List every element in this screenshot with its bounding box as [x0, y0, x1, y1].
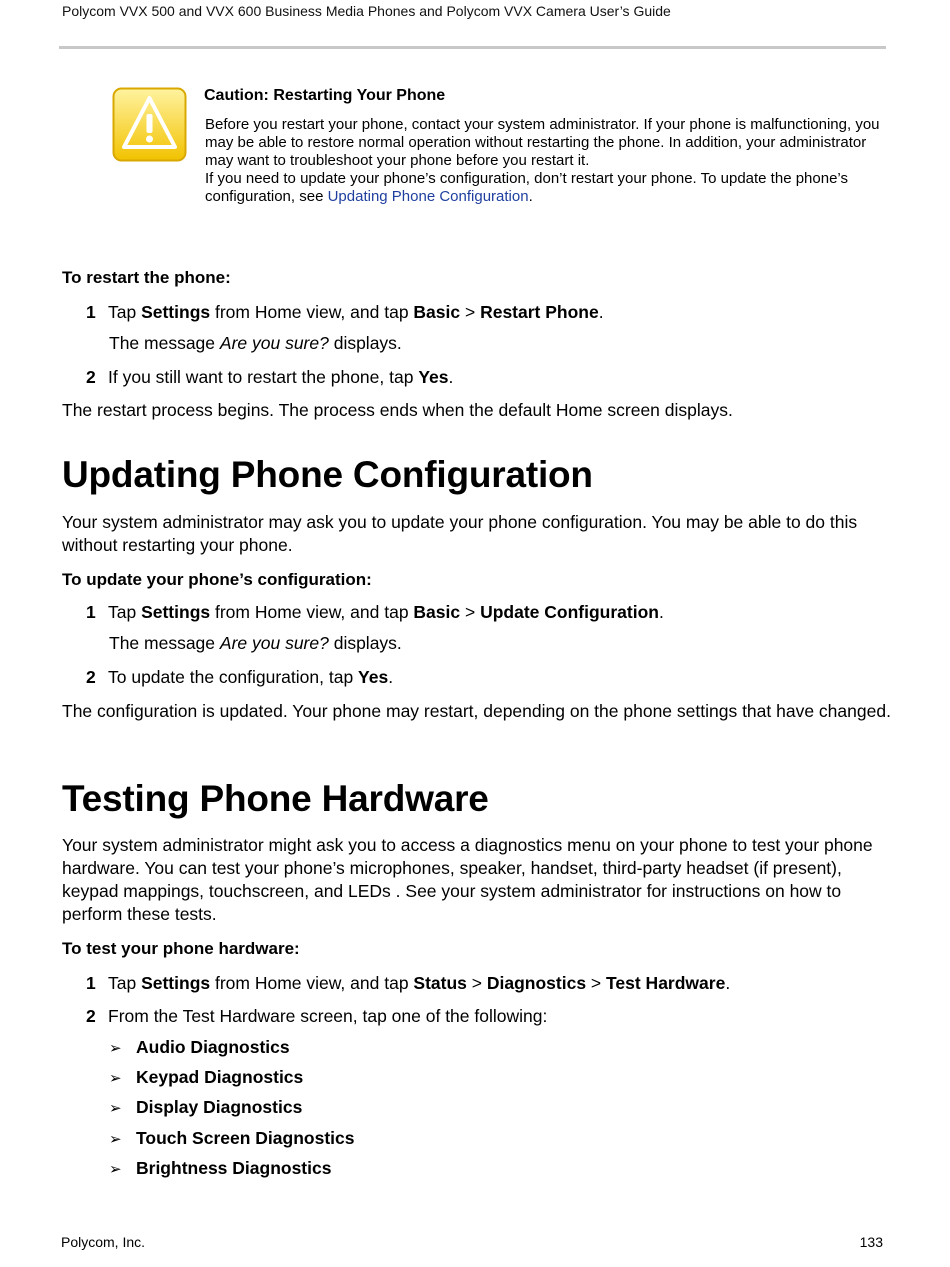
diagnostics-option: ➢ Audio Diagnostics: [109, 1037, 290, 1057]
result-paragraph: The restart process begins. The process ends when the default Home screen displays.: [62, 400, 733, 420]
ui-term: Basic: [413, 602, 461, 622]
intro-paragraph: Your system administrator might ask you to access a diagnostics menu on your phone to test your phone hardware. You can test your phone’s microphones, speaker, handset, third-party headset (if present), keypad mappings, touchscreen, and LEDs . See your system administrator for instructions on how to perform these tests.: [62, 835, 873, 924]
ui-term: Basic: [413, 302, 461, 322]
arrow-bullet-icon: ➢: [109, 1100, 122, 1117]
procedure-step: 1 Tap Settings from Home view, and tap Basic > Restart Phone.: [86, 302, 604, 322]
ui-term: Status: [413, 973, 467, 993]
arrow-bullet-icon: ➢: [109, 1070, 122, 1087]
step-number: 2: [86, 1006, 96, 1026]
section-title: Testing Phone Hardware: [62, 778, 489, 819]
procedure-step: 1 Tap Settings from Home view, and tap Status > Diagnostics > Test Hardware.: [86, 973, 731, 993]
ui-term: Restart Phone: [480, 302, 599, 322]
diagnostics-option: ➢ Brightness Diagnostics: [109, 1158, 332, 1178]
footer-company: Polycom, Inc.: [61, 1234, 146, 1250]
caution-paragraph: If you need to update your phone’s configuration, don’t restart your phone. To update the phone’s configuration, see Updating Phone Configuration.: [205, 170, 848, 205]
step-note: The message Are you sure? displays.: [109, 333, 402, 353]
caution-paragraph: Before you restart your phone, contact your system administrator. If your phone is malfunctioning, you may be able to restore normal operation without restarting the phone. In addition, your administrator may want to troubleshoot your phone before you restart it.: [205, 116, 880, 169]
diagnostics-option: ➢ Display Diagnostics: [109, 1097, 303, 1117]
page-number: 133: [859, 1234, 883, 1250]
procedure-step: 2 From the Test Hardware screen, tap one of the following:: [86, 1006, 548, 1026]
caution-title: Caution: Restarting Your Phone: [204, 87, 446, 104]
ui-term: Settings: [141, 302, 211, 322]
updating-config-link[interactable]: Updating Phone Configuration: [327, 188, 529, 205]
caution-warning-icon: [112, 87, 187, 162]
section-title: Updating Phone Configuration: [62, 454, 593, 495]
procedure-heading: To test your phone hardware:: [62, 939, 300, 958]
running-header: Polycom VVX 500 and VVX 600 Business Media Phones and Polycom VVX Camera User’s Guide: [62, 3, 671, 19]
ui-term: Settings: [141, 973, 211, 993]
arrow-bullet-icon: ➢: [109, 1040, 122, 1057]
diagnostics-option: ➢ Keypad Diagnostics: [109, 1067, 304, 1087]
procedure-step: 2 To update the configuration, tap Yes.: [86, 667, 394, 687]
ui-term: Yes: [418, 367, 449, 387]
step-number: 2: [86, 367, 96, 387]
ui-term: Update Configuration: [480, 602, 659, 622]
intro-paragraph: Your system administrator may ask you to update your phone configuration. You may be able to do this without restarting your phone.: [62, 512, 858, 555]
step-number: 1: [86, 302, 96, 322]
header-divider: [59, 46, 886, 49]
result-paragraph: The configuration is updated. Your phone may restart, depending on the phone settings that have changed.: [62, 701, 891, 721]
arrow-bullet-icon: ➢: [109, 1131, 122, 1148]
arrow-bullet-icon: ➢: [109, 1161, 122, 1178]
step-note: The message Are you sure? displays.: [109, 633, 402, 653]
procedure-heading: To update your phone’s configuration:: [62, 570, 372, 589]
step-number: 2: [86, 667, 96, 687]
ui-term: Yes: [358, 667, 389, 687]
procedure-step: 2 If you still want to restart the phone, tap Yes.: [86, 367, 454, 387]
ui-term: Diagnostics: [486, 973, 587, 993]
step-number: 1: [86, 602, 96, 622]
step-number: 1: [86, 973, 96, 993]
diagnostics-option: ➢ Touch Screen Diagnostics: [109, 1128, 355, 1148]
ui-term: Test Hardware: [606, 973, 726, 993]
ui-term: Settings: [141, 602, 211, 622]
caution-body: [205, 116, 895, 206]
procedure-step: 1 Tap Settings from Home view, and tap Basic > Update Configuration.: [86, 602, 664, 622]
procedure-heading: To restart the phone:: [62, 268, 231, 287]
